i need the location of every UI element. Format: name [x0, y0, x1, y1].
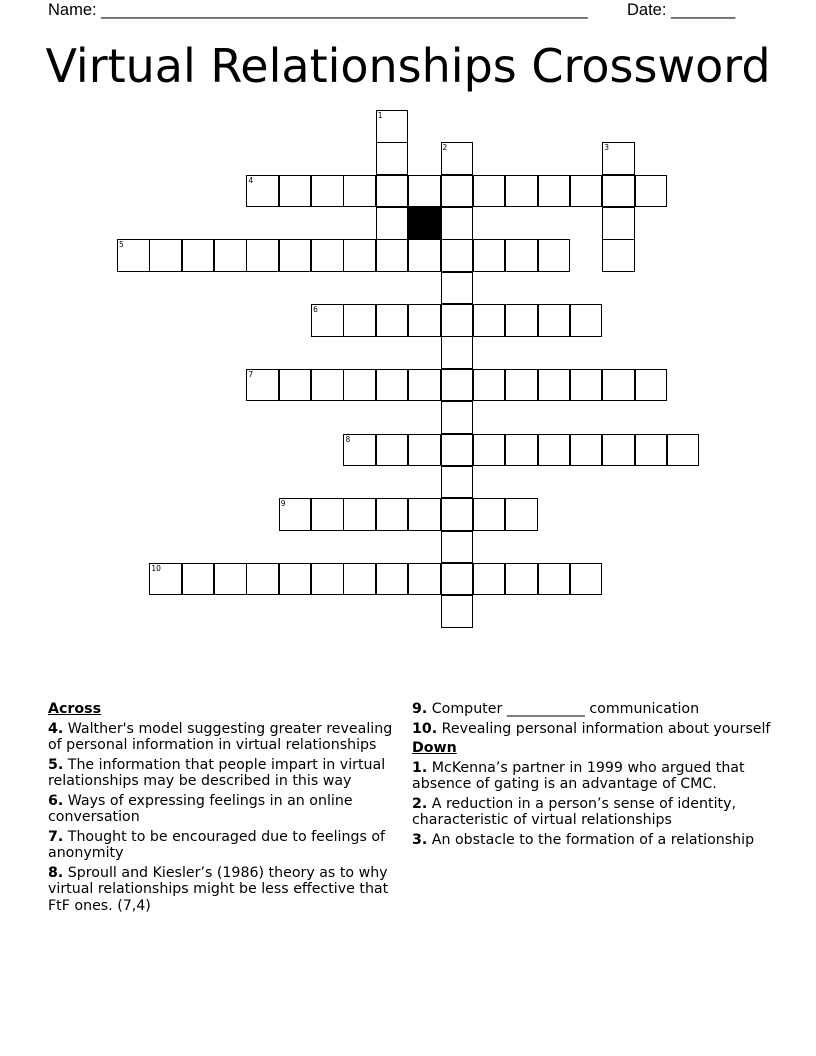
crossword-cell[interactable] [376, 110, 409, 143]
clue-number: 4. [48, 720, 64, 737]
crossword-cell[interactable] [441, 466, 474, 499]
crossword-cell[interactable] [635, 434, 668, 467]
crossword-cell[interactable] [246, 175, 279, 208]
crossword-cell[interactable] [441, 563, 474, 596]
crossword-cell[interactable] [376, 207, 409, 240]
down-clue-1 [412, 760, 777, 793]
crossword-cell[interactable] [538, 175, 571, 208]
crossword-cell[interactable] [149, 239, 182, 272]
crossword-cell[interactable] [602, 369, 635, 402]
crossword-cell[interactable] [441, 239, 474, 272]
crossword-cell[interactable] [602, 175, 635, 208]
crossword-cell[interactable] [441, 531, 474, 564]
crossword-cell[interactable] [538, 304, 571, 337]
crossword-cell[interactable] [635, 369, 668, 402]
crossword-cell[interactable] [279, 498, 312, 531]
across-clue-10 [412, 721, 777, 738]
clue-number-label: 2 [442, 143, 448, 153]
clue-number-label: 6 [313, 305, 318, 315]
name-field-label: Name: _____________________________________________________ [48, 1, 588, 19]
crossword-cell[interactable] [505, 434, 538, 467]
crossword-cell[interactable] [505, 175, 538, 208]
crossword-cell[interactable] [570, 369, 603, 402]
crossword-cell[interactable] [505, 369, 538, 402]
crossword-cell[interactable] [441, 336, 474, 369]
crossword-cell[interactable] [376, 369, 409, 402]
down-heading: Down [412, 740, 457, 756]
crossword-cell[interactable] [602, 142, 635, 175]
clue-number: 9. [412, 701, 428, 717]
across-heading: Across [48, 701, 102, 717]
crossword-cell[interactable] [376, 563, 409, 596]
clue-number: 5. [48, 756, 64, 773]
crossword-cell[interactable] [376, 142, 409, 175]
across-clue-8 [48, 865, 393, 915]
crossword-cell[interactable] [408, 369, 441, 402]
crossword-cell[interactable] [473, 304, 506, 337]
clue-text: An obstacle to the formation of a relationship [427, 831, 755, 848]
crossword-cell[interactable] [343, 304, 376, 337]
clue-number-label: 1 [377, 111, 383, 120]
crossword-cell[interactable] [505, 563, 538, 596]
clue-text: Computer ___________ communication [427, 701, 700, 717]
crossword-cell[interactable] [473, 239, 506, 272]
clue-number: 7. [48, 828, 64, 845]
crossword-cell[interactable] [376, 498, 409, 531]
crossword-cell[interactable] [441, 304, 474, 337]
crossword-cell[interactable] [473, 175, 506, 208]
crossword-cell[interactable] [376, 434, 409, 467]
crossword-cell[interactable] [343, 175, 376, 208]
crossword-cell[interactable] [343, 563, 376, 596]
clue-number-label: 9 [280, 499, 286, 509]
crossword-cell[interactable] [214, 239, 247, 272]
clue-number: 10. [412, 720, 438, 737]
crossword-cell[interactable] [408, 563, 441, 596]
clue-number: 1. [412, 759, 428, 776]
clue-number-label: 4 [248, 175, 254, 185]
crossword-cell[interactable] [311, 563, 344, 596]
clue-number-label: 5 [119, 240, 124, 250]
clue-text: Walther's model suggesting greater revealing of personal information in virtual relationships [48, 720, 393, 753]
crossword-cell[interactable] [538, 563, 571, 596]
crossword-cell[interactable] [570, 563, 603, 596]
across-clue-9 [412, 701, 777, 718]
crossword-cell[interactable] [602, 207, 635, 240]
crossword-cell[interactable] [246, 369, 279, 402]
crossword-cell[interactable] [343, 239, 376, 272]
crossword-cell[interactable] [441, 142, 474, 175]
clues-right-column [412, 701, 777, 851]
crossword-cell[interactable] [343, 434, 376, 467]
crossword-cell[interactable] [538, 434, 571, 467]
clue-number-label: 8 [345, 434, 351, 444]
across-clue-6 [48, 793, 393, 826]
clue-number: 3. [412, 831, 428, 848]
clue-number-label: 10 [151, 563, 161, 573]
crossword-cell[interactable] [246, 563, 279, 596]
clue-text: Ways of expressing feelings in an online conversation [48, 792, 353, 825]
clue-text: A reduction in a person’s sense of identity, characteristic of virtual relationships [412, 795, 736, 828]
clue-number: 8. [48, 864, 64, 881]
crossword-cell[interactable] [408, 304, 441, 337]
crossword-cell[interactable] [441, 498, 474, 531]
crossword-cell[interactable] [441, 272, 474, 305]
crossword-cell[interactable] [505, 239, 538, 272]
crossword-cell[interactable] [343, 498, 376, 531]
down-clue-2 [412, 796, 777, 829]
crossword-cell[interactable] [538, 369, 571, 402]
across-clue-4 [48, 721, 393, 754]
crossword-cell[interactable] [473, 563, 506, 596]
clue-number-label: 3 [604, 143, 610, 153]
crossword-cell[interactable] [182, 563, 215, 596]
across-clue-5 [48, 757, 393, 790]
crossword-cell[interactable] [570, 434, 603, 467]
crossword-cell[interactable] [473, 434, 506, 467]
clue-text: Revealing personal information about yourself [437, 720, 771, 737]
crossword-cell[interactable] [473, 369, 506, 402]
crossword-cell[interactable] [279, 175, 312, 208]
crossword-cell[interactable] [311, 239, 344, 272]
crossword-cell[interactable] [408, 175, 441, 208]
clue-text: McKenna’s partner in 1999 who argued that absence of gating is an advantage of CMC. [412, 759, 745, 792]
crossword-cell[interactable] [441, 207, 474, 240]
crossword-cell[interactable] [311, 498, 344, 531]
crossword-cell[interactable] [408, 498, 441, 531]
crossword-cell[interactable] [505, 498, 538, 531]
crossword-cell[interactable] [441, 175, 474, 208]
crossword-cell[interactable] [635, 175, 668, 208]
crossword-cell[interactable] [311, 304, 344, 337]
crossword-cell[interactable] [602, 239, 635, 272]
clue-text: Thought to be encouraged due to feelings of anonymity [48, 828, 386, 861]
crossword-cell[interactable] [441, 595, 474, 628]
crossword-cell[interactable] [343, 369, 376, 402]
crossword-cell[interactable] [408, 434, 441, 467]
down-clue-3 [412, 832, 777, 849]
clue-text: Sproull and Kiesler’s (1986) theory as to why virtual relationships might be less effective that FtF ones. (7,4) [48, 864, 389, 914]
crossword-cell[interactable] [408, 239, 441, 272]
crossword-cell[interactable] [602, 434, 635, 467]
crossword-cell[interactable] [311, 175, 344, 208]
clues-left-column [48, 701, 393, 917]
crossword-cell[interactable] [279, 563, 312, 596]
crossword-cell[interactable] [570, 175, 603, 208]
across-clue-7 [48, 829, 393, 862]
crossword-cell[interactable] [538, 239, 571, 272]
crossword-cell[interactable] [376, 175, 409, 208]
page-title: Virtual Relationships Crossword [45, 39, 771, 93]
black-square [408, 207, 441, 240]
crossword-cell[interactable] [441, 369, 474, 402]
date-field-label: Date: _______ [627, 1, 736, 19]
crossword-cell[interactable] [214, 563, 247, 596]
crossword-cell[interactable] [441, 434, 474, 467]
crossword-cell[interactable] [505, 304, 538, 337]
crossword-cell[interactable] [279, 369, 312, 402]
crossword-cell[interactable] [246, 239, 279, 272]
crossword-cell[interactable] [311, 369, 344, 402]
crossword-cell[interactable] [279, 239, 312, 272]
clue-number-label: 7 [248, 369, 254, 379]
crossword-cell[interactable] [149, 563, 182, 596]
clue-number: 6. [48, 792, 64, 809]
clue-number: 2. [412, 795, 428, 812]
crossword-cell[interactable] [117, 239, 150, 272]
crossword-cell[interactable] [376, 304, 409, 337]
crossword-cell[interactable] [667, 434, 700, 467]
crossword-cell[interactable] [182, 239, 215, 272]
crossword-cell[interactable] [441, 401, 474, 434]
crossword-cell[interactable] [376, 239, 409, 272]
crossword-cell[interactable] [570, 304, 603, 337]
clue-text: The information that people impart in virtual relationships may be described in this way [48, 756, 386, 789]
crossword-cell[interactable] [473, 498, 506, 531]
